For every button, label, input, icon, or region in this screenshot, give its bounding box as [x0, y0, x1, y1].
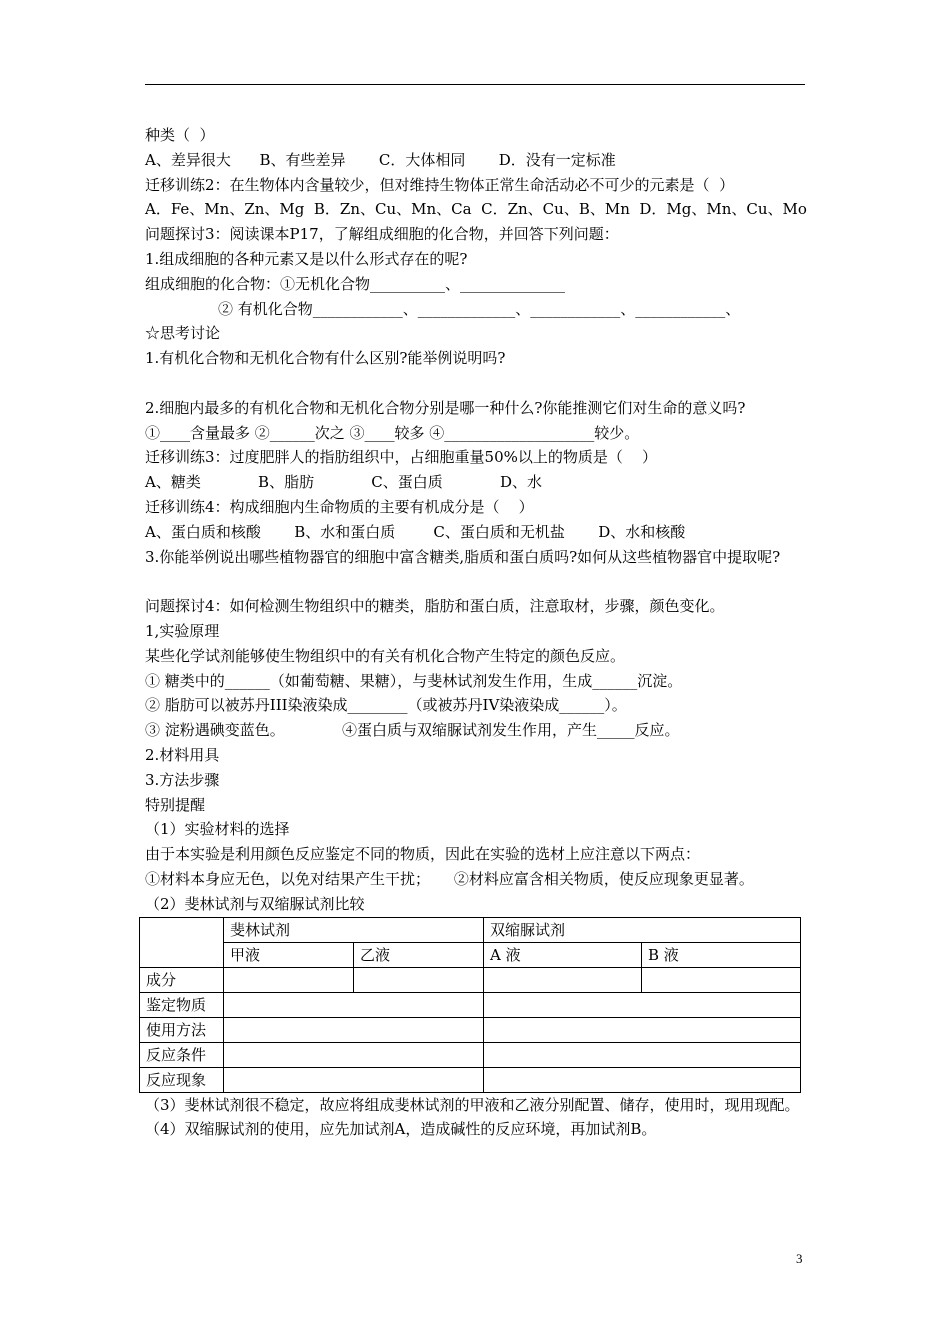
- blank-cell: [484, 1067, 801, 1092]
- text-line: ① 糖类中的______（如葡萄糖、果糖），与斐林试剂发生作用，生成______沉淀。: [145, 671, 683, 690]
- table-row: [140, 1067, 801, 1092]
- document-body: [145, 123, 810, 1142]
- text-line: （1）实验材料的选择: [145, 820, 290, 839]
- text-line: 特别提醒: [145, 795, 206, 814]
- blank-cell: [224, 1067, 484, 1092]
- text-line: 2.细胞内最多的有机化合物和无机化合物分别是哪一种什么?你能推测它们对生命的意义吗?: [145, 398, 746, 417]
- table-subheader-b: B 液: [642, 942, 801, 967]
- text-line: 问题探讨4：如何检测生物组织中的糖类，脂肪和蛋白质，注意取材，步骤，颜色变化。: [145, 597, 725, 616]
- blank-cell: [642, 967, 801, 992]
- row-label: 使用方法: [140, 1017, 224, 1042]
- blank-cell: [484, 1042, 801, 1067]
- text-line: 迁移训练4：构成细胞内生命物质的主要有机成分是（ ）: [145, 497, 534, 516]
- text-line: 迁移训练2：在生物体内含量较少，但对维持生物体正常生命活动必不可少的元素是（ ）: [145, 175, 735, 194]
- text-line: （2）斐林试剂与双缩脲试剂比较: [145, 894, 365, 913]
- note-paragraph: （3）斐林试剂很不稳定，故应将组成斐林试剂的甲液和乙液分别配置、储存，使用时，现用现配。: [145, 1095, 800, 1114]
- table-header-fehling: 斐林试剂: [224, 917, 484, 942]
- text-line: A、糖类 B、脂肪 C、蛋白质 D、水: [145, 473, 543, 492]
- text-line: ①材料本身应无色，以免对结果产生干扰； ②材料应富含相关物质，使反应现象更显著。: [145, 869, 754, 888]
- table-row: [140, 967, 801, 992]
- note-paragraph: （4）双缩脲试剂的使用，应先加试剂A，造成碱性的反应环境，再加试剂B。: [145, 1120, 657, 1139]
- text-line: A、差异很大 B、有些差异 C．大体相同 D．没有一定标准: [145, 150, 616, 169]
- page-number: 3: [796, 1251, 803, 1266]
- blank-cell: [224, 1017, 484, 1042]
- blank-cell: [224, 992, 484, 1017]
- blank-cell: [224, 1042, 484, 1067]
- text-line: 1.有机化合物和无机化合物有什么区别?能举例说明吗?: [145, 349, 506, 368]
- blank-cell: [484, 1017, 801, 1042]
- row-label: 成分: [140, 967, 224, 992]
- text-line: 问题探讨3：阅读课本P17，了解组成细胞的化合物，并回答下列问题：: [145, 225, 619, 244]
- row-label: 鉴定物质: [140, 992, 224, 1017]
- text-line: 1,实验原理: [145, 621, 220, 640]
- row-label: 反应条件: [140, 1042, 224, 1067]
- text-line: 迁移训练3：过度肥胖人的指肪组织中，占细胞重量50%以上的物质是（ ）: [145, 448, 657, 467]
- blank-space: [145, 569, 810, 594]
- text-line: ☆思考讨论: [145, 324, 221, 343]
- row-label: 反应现象: [140, 1067, 224, 1092]
- text-line: 由于本实验是利用颜色反应鉴定不同的物质，因此在实验的选材上应注意以下两点：: [145, 845, 701, 864]
- table-subheader-a: A 液: [484, 942, 642, 967]
- blank-cell: [484, 992, 801, 1017]
- text-line: 种类（ ）: [145, 126, 215, 144]
- blank-cell: [224, 967, 354, 992]
- table-row: [140, 992, 801, 1017]
- text-line: A、蛋白质和核酸 B、水和蛋白质 C、蛋白质和无机盐 D、水和核酸: [145, 522, 686, 541]
- table-header-biuret: 双缩脲试剂: [484, 917, 801, 942]
- table-row: [140, 1017, 801, 1042]
- text-line: ② 脂肪可以被苏丹III染液染成________（或被苏丹IV染液染成______）。: [145, 696, 627, 715]
- table-corner-cell: [140, 917, 224, 967]
- text-line: 1.组成细胞的各种元素又是以什么形式存在的呢?: [145, 249, 468, 268]
- blank-cell: [354, 967, 484, 992]
- text-line: 某些化学试剂能够使生物组织中的有关有机化合物产生特定的颜色反应。: [145, 646, 626, 665]
- text-line: 3.方法步骤: [145, 770, 220, 789]
- question-paragraph: 3.你能举例说出哪些植物器官的细胞中富含糖类,脂质和蛋白质吗?如何从这些植物器官中提取呢?: [145, 547, 781, 566]
- table-subheader-jia: 甲液: [224, 942, 354, 967]
- text-line: ①____含量最多 ②______次之 ③____较多 ④____________________较少。: [145, 423, 640, 442]
- text-line: 组成细胞的化合物：①无机化合物__________、______________: [145, 274, 566, 293]
- blank-cell: [484, 967, 642, 992]
- text-line: 2.材料用具: [145, 745, 220, 764]
- text-line: A．Fe、Mn、Zn、Mg B．Zn、Cu、Mn、Ca C．Zn、Cu、B、Mn D．Mg、Mn、Cu、Mo: [145, 200, 807, 219]
- organic-compounds-line: ② 有机化合物____________、_____________、____________、____________、: [218, 299, 741, 318]
- table-row: [140, 1042, 801, 1067]
- reagent-comparison-table: [139, 917, 801, 1093]
- header-rule: [145, 84, 805, 85]
- text-line: ③ 淀粉遇碘变蓝色。 ④蛋白质与双缩脲试剂发生作用，产生_____反应。: [145, 721, 680, 740]
- blank-space: [145, 371, 810, 396]
- table-subheader-yi: 乙液: [354, 942, 484, 967]
